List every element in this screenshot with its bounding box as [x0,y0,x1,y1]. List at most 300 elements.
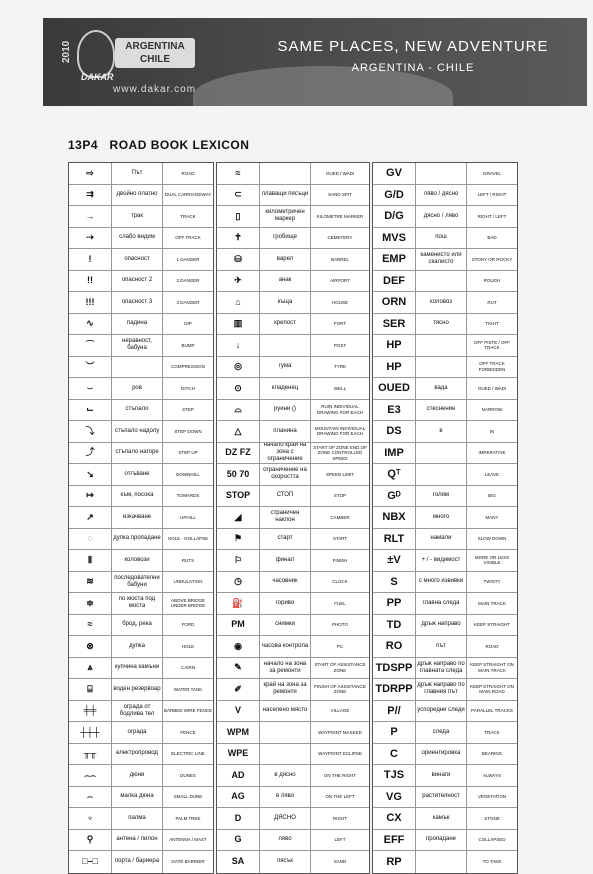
header-tagline: SAME PLACES, NEW ADVENTURE [277,38,549,55]
lexicon-row [373,765,517,787]
lexicon-row [373,185,517,207]
bulgarian-term: пош [416,228,467,249]
lexicon-row [69,421,213,443]
lexicon-row [69,163,213,185]
english-term: ANTENNA / MAST [169,837,207,842]
bulgarian-term: дупка [112,636,163,657]
english-term: FORT [333,321,347,326]
bulgarian-term: начало на зона за ремонти [260,658,311,679]
english-term: AIRPORT [330,278,350,283]
lexicon-row [69,357,213,379]
english-term: RUIN INDIVIDUAL DRAWING FOR EACH [316,404,364,415]
lexicon-row [217,765,369,787]
hole-icon: ◌ [69,529,112,550]
bulgarian-term [416,163,467,184]
well-icon: ⊙ [217,378,260,399]
lexicon-row [217,378,369,400]
bulgarian-term: старт [260,529,311,550]
english-term: SLOW DOWN [477,536,507,541]
lexicon-row [69,335,213,357]
english-term: PC [336,643,344,649]
bulgarian-term: ограничение на скоростта [260,464,311,485]
bulgarian-term: СТОП [260,486,311,507]
bulgarian-term [416,271,467,292]
d-code: D [217,808,260,829]
uphill-icon: ↗ [69,507,112,528]
bulgarian-term: винаги [416,765,467,786]
bulgarian-term: планина [260,421,311,442]
bulgarian-term: палма [112,808,163,829]
english-term: TYRE [333,364,346,369]
english-term: LEFT / RIGHT [477,192,507,197]
english-term: CAMBER [330,514,350,520]
bulgarian-term: гробище [260,228,311,249]
lexicon-row [217,787,369,809]
english-term: GRAVEL [483,170,501,176]
ag-code: AG [217,787,260,808]
english-term: LEFT [334,837,346,842]
lexicon-row [217,744,369,766]
english-term: PALM TREE [175,815,201,821]
dakar-logo [61,28,197,86]
post-icon: ↓ [217,335,260,356]
english-term: MOUNTAIN INDIVIDUAL DRAWING FOR EACH [314,425,366,437]
english-term: STOP [333,493,347,498]
bulgarian-term: купчина камъни [112,658,163,679]
barbed-fence-icon: ╪╪ [69,701,112,722]
bulgarian-term: брод, река [112,615,163,636]
english-term: DUAL CARRIAGEWAY [164,192,212,197]
bulgarian-term: път [416,636,467,657]
english-term: BARREL [330,256,349,262]
lexicon-row [69,787,213,809]
english-term: MAIN TRACK [478,600,506,606]
abbreviation-code: PP [373,593,416,614]
abbreviation-code: EMP [373,249,416,270]
abbreviation-code: DS [373,421,416,442]
lexicon-row [69,400,213,422]
lexicon-row [217,507,369,529]
lexicon-row [69,765,213,787]
lexicon-column-1 [68,162,214,874]
lexicon-row [373,486,517,508]
english-term: COLLAPSED [478,837,506,842]
bulgarian-term [416,443,467,464]
english-term: FORD [181,622,195,627]
bulgarian-term: много [416,507,467,528]
lexicon-row [69,636,213,658]
english-term: KEEP STRAIGHT ON MAIN TRACK [470,662,514,673]
cemetery-icon: ✝ [217,228,260,249]
bulgarian-term: ляво [260,830,311,851]
bulgarian-term: + / - видимост [416,550,467,571]
lexicon-row [373,228,517,250]
bulgarian-term: финал [260,550,311,571]
bulgarian-term: снимки [260,615,311,636]
bulgarian-term: намали [416,529,467,550]
bulgarian-term [416,357,467,378]
wpm-icon: WPM [217,722,260,743]
lexicon-row [373,722,517,744]
finish-icon: ⚐ [217,550,260,571]
english-term: ROUGH [483,278,501,283]
bulgarian-term: голям [416,486,467,507]
lexicon-row [217,249,369,271]
lexicon-row [217,550,369,572]
km-marker-icon: ▯ [217,206,260,227]
english-term: ABOVE BRIDGE UNDER BRIDGE [170,597,206,609]
english-term: FINISH OF ASSISTANCE ZONE [314,683,366,695]
bulgarian-term: край на зона за ремонти [260,679,311,700]
compression-icon: ︶ [69,357,112,378]
bulgarian-term: часова контрола [260,636,311,657]
english-term: ROAD [181,170,195,176]
abbreviation-code: D/G [373,206,416,227]
lexicon-row [69,507,213,529]
palm-tree-icon: ♆ [69,808,112,829]
lexicon-row [373,271,517,293]
english-term: 2 DANGER [176,278,200,283]
header-subline: ARGENTINA - CHILE [351,62,475,74]
lexicon-row [373,572,517,594]
tuareg-emblem-icon [77,30,115,78]
lexicon-row [217,185,369,207]
lexicon-row [217,443,369,465]
bulgarian-term: часовник [260,572,311,593]
lexicon-row [217,701,369,723]
english-term: BEARING [481,751,503,756]
english-term: STEP UP [178,450,198,455]
fence-icon: ┼┼┼ [69,722,112,743]
bulgarian-term: дупка пропадане [112,529,163,550]
english-term: PHOTO [332,622,348,627]
bulgarian-term: електропровод [112,744,163,765]
bulgarian-term: гориво [260,593,311,614]
lexicon-row [373,593,517,615]
bulgarian-term: последователни бабуни [112,572,163,593]
english-term: BIG [488,493,496,498]
lexicon-row [217,314,369,336]
lexicon-row [217,271,369,293]
bulgarian-term: с много извивки [416,572,467,593]
lexicon-row [217,357,369,379]
english-term: IN [489,428,495,434]
english-term: 3 DANGER [176,299,200,305]
english-term: VILLAGE [330,708,350,713]
english-term: STEP [182,407,194,412]
lexicon-row [69,851,213,873]
lexicon-row [69,292,213,314]
english-term: OFF PISTE / OFF TRACK [474,339,510,351]
english-term: START OF ZONE END OF ZONE CONTROLLED SPEED [313,444,367,461]
bulgarian-term: стеснение [416,400,467,421]
logo-dakar: DAKAR [81,72,114,82]
abbreviation-code: TDRPP [373,679,416,700]
english-term: SAND SPIT [328,192,352,197]
village-icon: V [217,701,260,722]
lexicon-row [217,636,369,658]
water-tank-icon: ⌸ [69,679,112,700]
pc-icon: ◉ [217,636,260,657]
bulgarian-term: страничен наклон [260,507,311,528]
bulgarian-term: растителност [416,787,467,808]
bulgarian-term [260,722,311,743]
header-url: www.dakar.com [113,84,197,95]
english-term: RIGHT / LEFT [477,213,507,219]
lexicon-row [373,249,517,271]
abbreviation-code: P [373,722,416,743]
lexicon-row [69,701,213,723]
gate-barrier-icon: □–□ [69,851,112,873]
english-term: PARALLEL TRACKS [471,708,513,713]
abbreviation-code: GV [373,163,416,184]
document-title: ROAD BOOK LEXICON [109,138,250,152]
bulgarian-term: опасност 3 [112,292,163,313]
dip-icon: ∿ [69,314,112,335]
lexicon-row [217,206,369,228]
bulgarian-term: успоредни следи [416,701,467,722]
abbreviation-code: OUED [373,378,416,399]
bulgarian-term: Път [112,163,163,184]
abbreviation-code: TD [373,615,416,636]
abbreviation-code: G/D [373,185,416,206]
lexicon-row [69,658,213,680]
english-term: ALWAYS [483,772,501,778]
ad-code: AD [217,765,260,786]
photo-icon: PM [217,615,260,636]
bulgarian-term: дясно / ляво [416,206,467,227]
clock-icon: ◷ [217,572,260,593]
bulgarian-term: дръж направо по главната следа [416,658,467,679]
bulgarian-term: крепост [260,314,311,335]
lexicon-row [217,851,369,873]
bulgarian-term: гума [260,357,311,378]
dunes-icon: ⌢⌢ [69,765,112,786]
bulgarian-term: дръж направо по главния път [416,679,467,700]
abbreviation-code: HP [373,335,416,356]
bulgarian-term: следа [416,722,467,743]
english-term: SMALL DUNE [173,794,203,799]
bulgarian-term [416,851,467,873]
bump-icon: ⌒ [69,335,112,356]
english-term: OUED / WADI [325,170,355,176]
english-term: RUTS [181,557,195,563]
fuel-icon: ⛽ [217,593,260,614]
bulgarian-term: падина [112,314,163,335]
lexicon-row [69,744,213,766]
english-term: COMPRESSION [171,364,205,369]
english-term: 1 DANGER [176,256,200,262]
bulgarian-term: по моста под моста [112,593,163,614]
english-term: DIP [184,321,192,326]
undulation-icon: ≋ [69,572,112,593]
bulgarian-term: порта / бариера [112,851,163,873]
bulgarian-term [260,163,311,184]
lexicon-row [69,228,213,250]
bulgarian-term: малка дюна [112,787,163,808]
lexicon-row [69,443,213,465]
lexicon-row [373,507,517,529]
off-track-icon: ⇢ [69,228,112,249]
oued-icon: ≈ [217,163,260,184]
bulgarian-term [416,464,467,485]
g-code: G [217,830,260,851]
english-term: WAYPOINT ECLIPSE [318,751,362,756]
english-term: STEP DOWN [174,428,202,434]
abbreviation-code: ORN [373,292,416,313]
bulgarian-term: ограда от бодлива тел [112,701,163,722]
english-term: LEAVE [484,471,500,477]
english-term: BUMP [181,342,195,348]
bulgarian-term: трак [112,206,163,227]
lexicon-row [373,550,517,572]
abbreviation-code: TDSPP [373,658,416,679]
bulgarian-term: варел [260,249,311,270]
english-term: STONE [484,815,500,821]
barrel-icon: ⛁ [217,249,260,270]
english-term: STONY OR ROCKY [471,256,513,262]
bulgarian-term: в дясно [260,765,311,786]
ford-icon: ≈ [69,615,112,636]
lexicon-row [217,464,369,486]
start-icon: ⚑ [217,529,260,550]
abbreviation-code: HP [373,357,416,378]
lexicon-row [217,679,369,701]
lexicon-row [373,529,517,551]
cairn-icon: ⩓ [69,658,112,679]
english-term: MORE OR LESS VISIBLE [474,554,510,566]
english-term: START [332,536,348,541]
lexicon-row [69,185,213,207]
camber-icon: ◢ [217,507,260,528]
lexicon-column-2 [216,162,370,874]
ruts-icon: ⦀ [69,550,112,571]
lexicon-row [69,593,213,615]
lexicon-row [217,421,369,443]
abbreviation-code: E3 [373,400,416,421]
english-term: TWISTY [483,579,501,584]
abbreviation-code: VG [373,787,416,808]
logo-year: 2010 [61,40,72,64]
lexicon-row [217,292,369,314]
small-dune-icon: ⌢ [69,787,112,808]
lexicon-row [373,830,517,852]
bulgarian-term: пропадане [416,830,467,851]
bulgarian-term: начало край на зона с ограничение [260,443,311,464]
abbreviation-code: S [373,572,416,593]
abbreviation-code: RP [373,851,416,873]
english-term: NARROW [481,407,503,412]
ruin-icon: ⌓ [217,400,260,421]
english-term: TOWARDS [176,493,200,498]
danger2-icon: !! [69,271,112,292]
lexicon-row [69,679,213,701]
lexicon-row [373,335,517,357]
english-term: VEGETATION [477,794,507,799]
electric-line-icon: ╥╥ [69,744,112,765]
lexicon-row [69,464,213,486]
abbreviation-code: P// [373,701,416,722]
lexicon-row [69,206,213,228]
lexicon-row [373,421,517,443]
english-term: OUED / WADI [477,385,507,391]
english-term: FENCE [180,729,196,735]
lexicon-row [69,550,213,572]
lexicon-row [373,314,517,336]
bulgarian-term: вада [416,378,467,399]
bulgarian-term: воден резервоар [112,679,163,700]
bulgarian-term: ляво / дясно [416,185,467,206]
abbreviation-code: NBX [373,507,416,528]
lexicon-row [217,529,369,551]
english-term: HOLE · GOLLAPSE [167,536,209,541]
abbreviation-code: CX [373,808,416,829]
english-term: BARBED WIRE FENCE [163,708,212,713]
lexicon-row [373,206,517,228]
english-term: HOUSE [331,299,348,305]
lexicon-row [217,228,369,250]
document-code: 13P4 [68,138,99,152]
english-term: MANY [485,514,499,520]
bulgarian-term: плаващи пясъци [260,185,311,206]
lexicon-row [217,335,369,357]
antenna-icon: ⚲ [69,830,112,851]
english-term: TRACK [484,729,500,735]
road-arrow-icon: ⇨ [69,163,112,184]
lexicon-row [373,679,517,701]
bulgarian-term: отгъване [112,464,163,485]
assistance-end-icon: ✐ [217,679,260,700]
downhill-icon: ↘ [69,464,112,485]
bulgarian-term: ориентировка [416,744,467,765]
english-term: HOLE [181,643,195,649]
sa-code: SA [217,851,260,873]
english-term: OFF TRACK [175,235,201,240]
english-term: CAIRN [180,665,195,670]
bulgarian-term: населено място [260,701,311,722]
bulgarian-term [416,335,467,356]
english-term: CLOCK [332,579,348,584]
logo-country: ARGENTINA CHILE [115,38,195,68]
stop-icon: STOP [217,486,260,507]
bulgarian-term: пясък [260,851,311,873]
bulgarian-term: стъпало нагоре [112,443,163,464]
english-term: WATER TANK [173,686,203,692]
step-icon: ⌙ [69,400,112,421]
bulgarian-term: слабо видим [112,228,163,249]
header-banner [43,18,587,106]
english-term: SAND [333,859,347,864]
bulgarian-term: ров [112,378,163,399]
abbreviation-code: C [373,744,416,765]
lexicon-row [217,400,369,422]
english-term: POST [333,342,347,348]
abbreviation-code: RLT [373,529,416,550]
english-term: KEEP STRAIGHT ON MAIN ROAD [470,683,514,695]
english-term: KEEP STRAIGHT [474,622,510,627]
house-icon: ⌂ [217,292,260,313]
lexicon-row [373,443,517,465]
lexicon-row [69,249,213,271]
bridge-icon: ≑ [69,593,112,614]
speed-limit-icon: 50 70 [217,464,260,485]
lexicon-row [373,615,517,637]
english-term: CEMETERY [327,235,353,240]
bulgarian-term: стъпало [112,400,163,421]
english-term: BAD [487,235,497,240]
abbreviation-code: MVS [373,228,416,249]
english-term: ELECTRIC LINE [171,751,205,756]
